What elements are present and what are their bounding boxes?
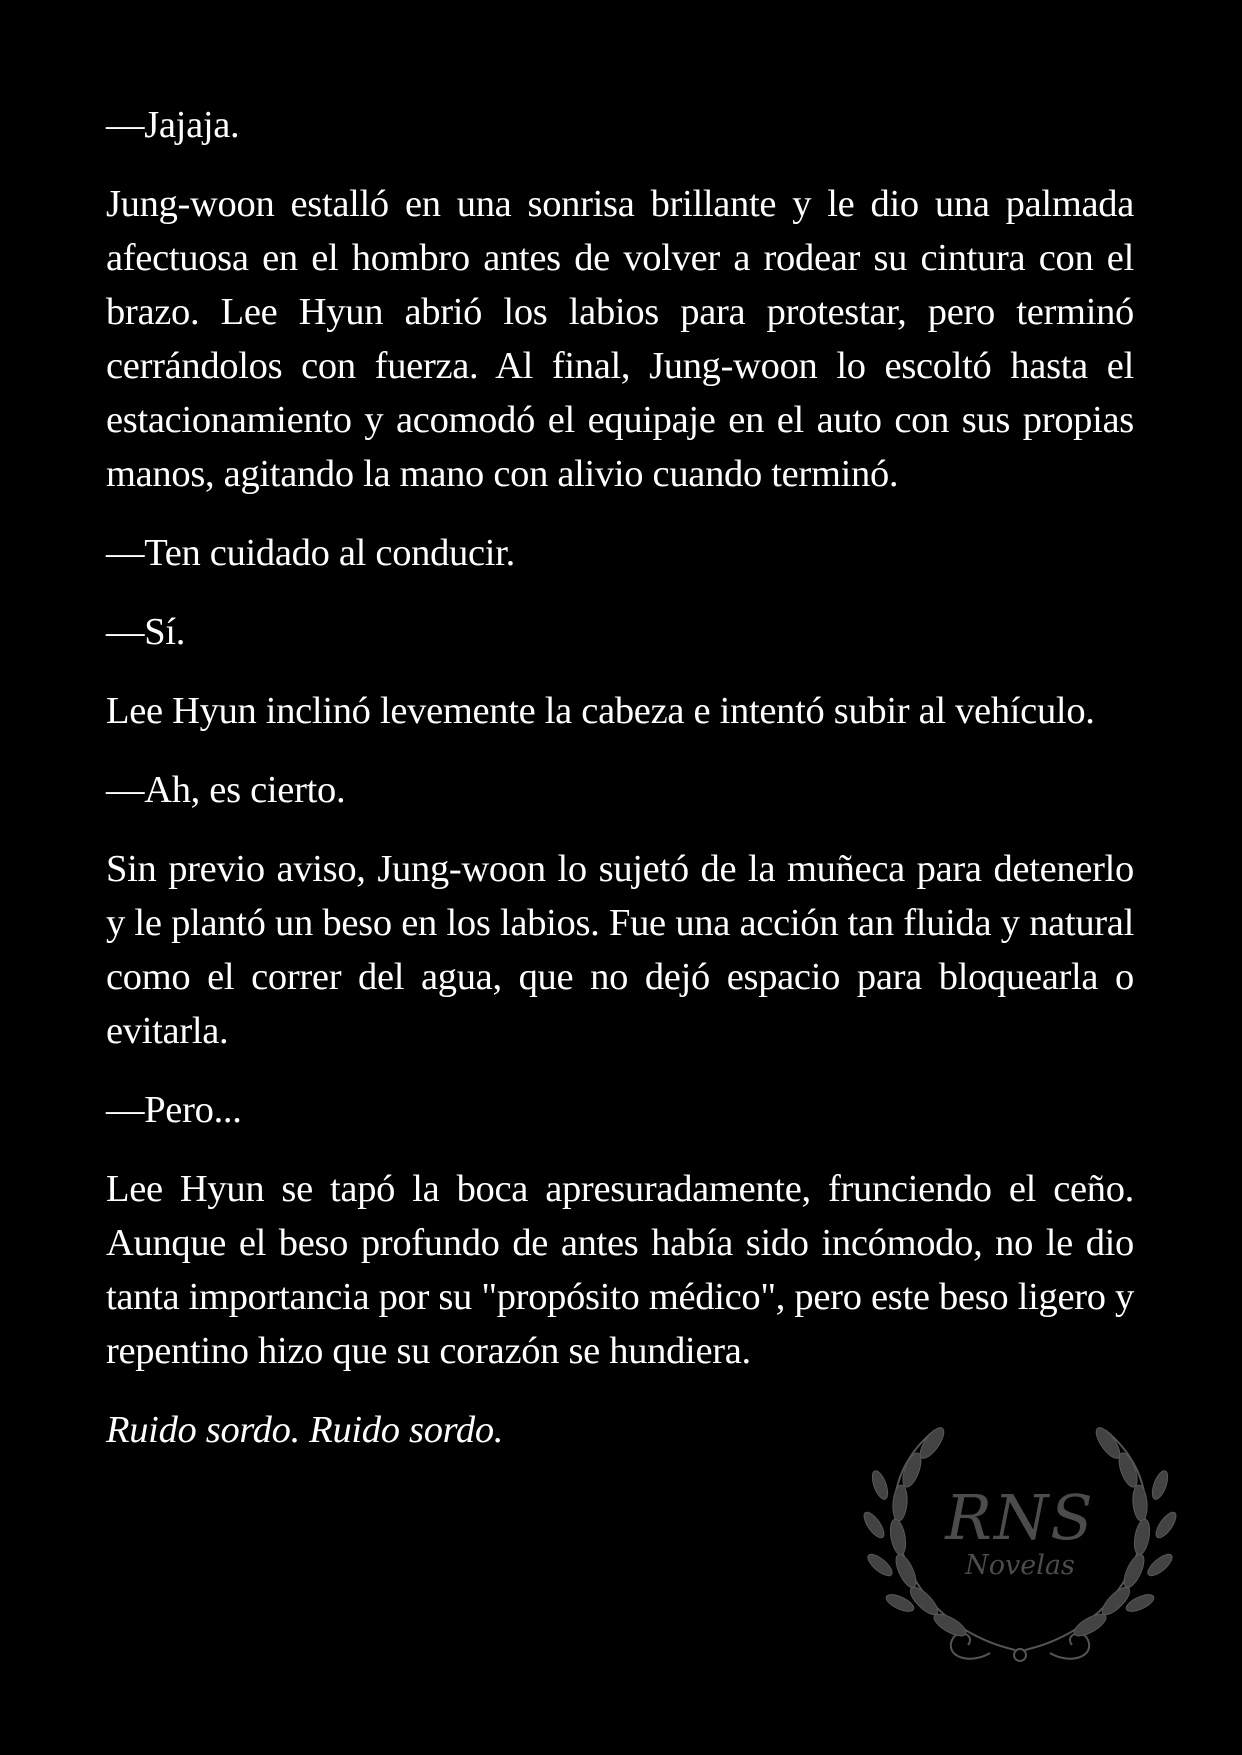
narration-paragraph: Lee Hyun inclinó levemente la cabeza e intentó subir al vehículo.: [106, 690, 1095, 732]
dialogue-line: —Ah, es cierto.: [106, 769, 346, 811]
dialogue-line: —Ten cuidado al conducir.: [106, 532, 515, 574]
chapter-text: [106, 98, 1134, 1482]
narration-paragraph: Sin previo aviso, Jung-woon lo sujetó de la muñeca para detenerlo y le plantó un beso en los labios. Fue una acción tan fluida y natural como el correr del agua, que no dejó espacio para bloquearla o evitarla.: [106, 848, 1134, 1052]
watermark-subtitle: Novelas: [965, 1550, 1075, 1581]
dialogue-line: —Jajaja.: [106, 104, 240, 146]
dialogue-line: —Pero...: [106, 1089, 242, 1131]
watermark-title: RNS: [945, 1481, 1095, 1554]
sound-effect-line: Ruido sordo. Ruido sordo.: [106, 1409, 504, 1451]
dialogue-line: —Sí.: [106, 611, 186, 653]
narration-paragraph: Lee Hyun se tapó la boca apresuradamente, frunciendo el ceño. Aunque el beso profundo de antes había sido incómodo, no le dio tanta importancia por su "propósito médico", pero este beso ligero y repentino hizo que su corazón se hundiera.: [106, 1168, 1134, 1372]
narration-paragraph: Jung-woon estalló en una sonrisa brillante y le dio una palmada afectuosa en el hombro antes de volver a rodear su cintura con el brazo. Lee Hyun abrió los labios para protestar, pero terminó cerrándolos con fuerza. Al final, Jung-woon lo escoltó hasta el estacionamiento y acomodó el equipaje en el auto con sus propias manos, agitando la mano con alivio cuando terminó.: [106, 183, 1134, 495]
